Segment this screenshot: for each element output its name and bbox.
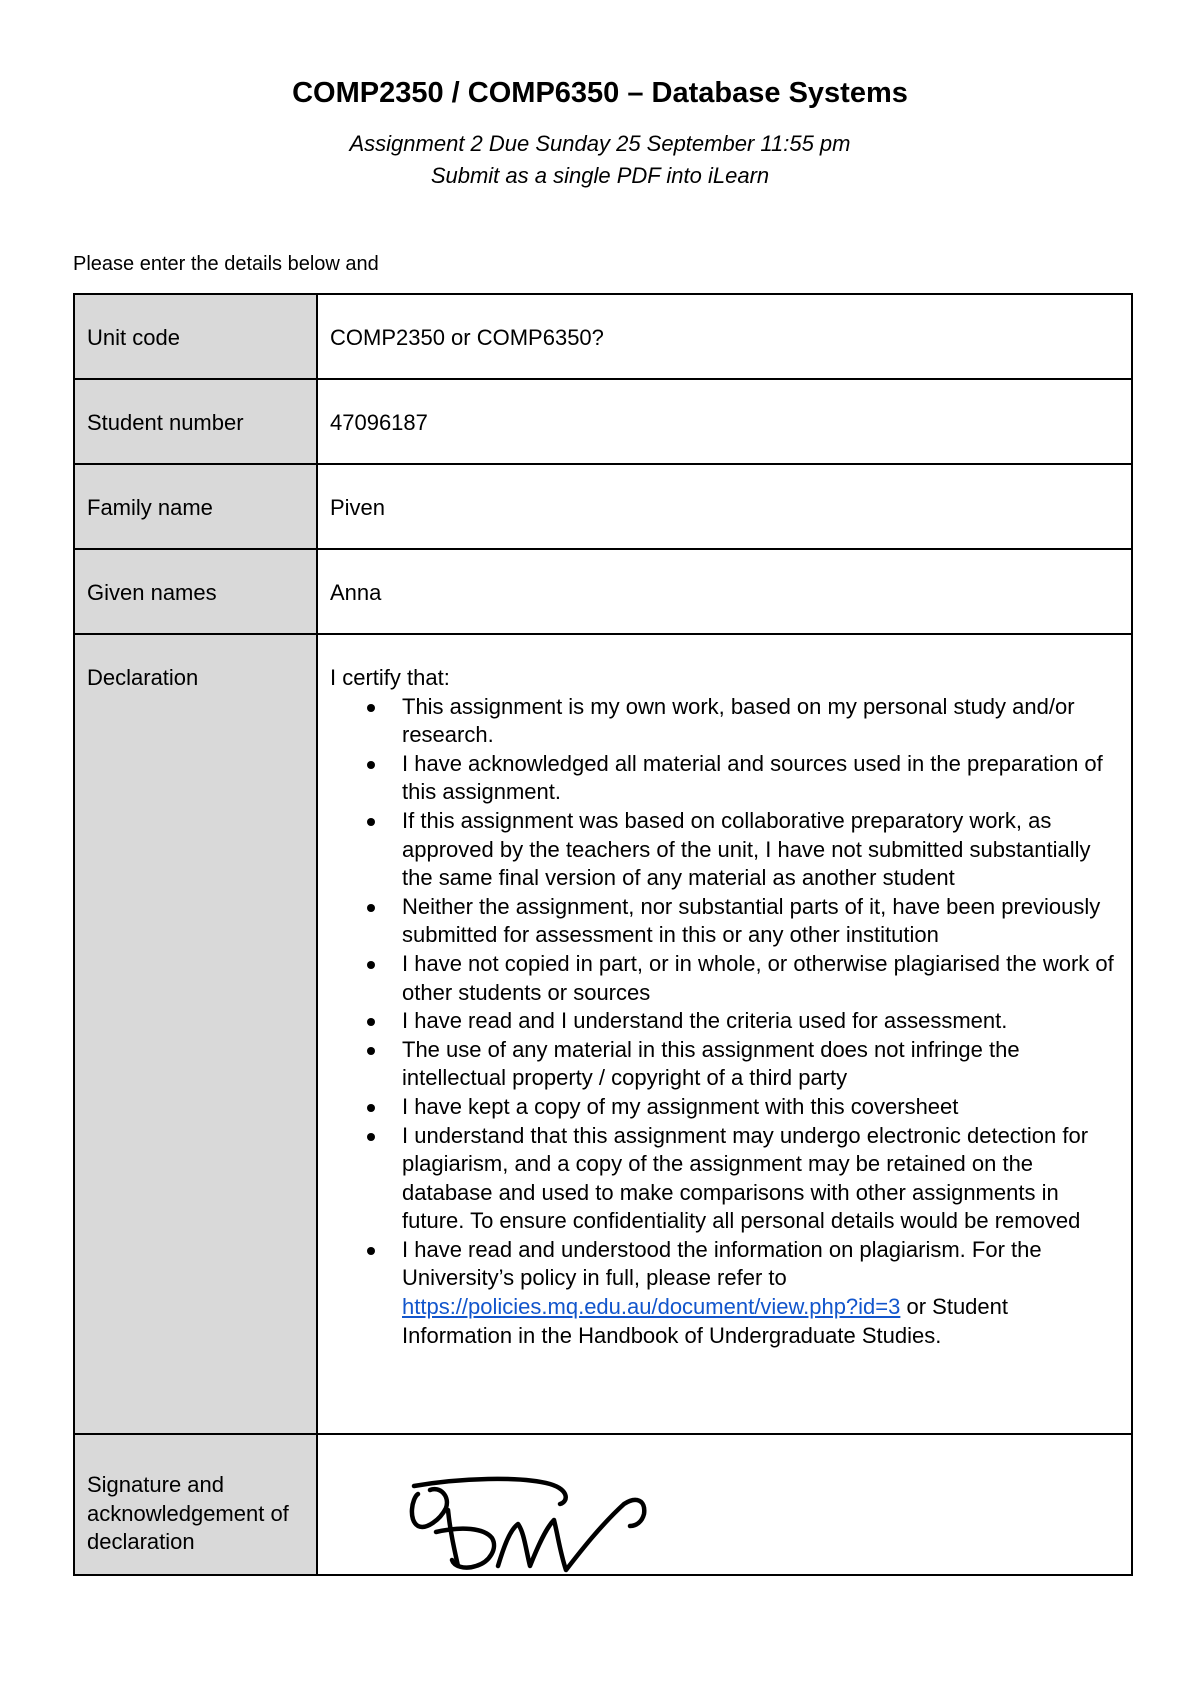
list-item: I have acknowledged all material and sources used in the preparation of this assignment. <box>402 750 1121 807</box>
unit-code-row <box>74 294 1132 379</box>
declaration-row <box>74 634 1132 1434</box>
declaration-list <box>330 693 1121 1351</box>
assignment-due-line: Assignment 2 Due Sunday 25 September 11:55 pm <box>349 131 851 156</box>
family-name-label: Family name <box>74 464 317 549</box>
given-names-value: Anna <box>317 549 1132 634</box>
declaration-content <box>317 634 1132 1434</box>
list-item: I have kept a copy of my assignment with this coversheet <box>402 1093 1121 1122</box>
unit-code-value: COMP2350 or COMP6350? <box>317 294 1132 379</box>
student-number-value: 47096187 <box>317 379 1132 464</box>
submission-instruction: Submit as a single PDF into iLearn <box>430 163 770 188</box>
list-item: If this assignment was based on collaborative preparatory work, as approved by the teachers of the unit, I have not submitted substantially the same final version of any material as another student <box>402 807 1121 893</box>
student-number-row <box>74 379 1132 464</box>
declaration-intro: I certify that: <box>330 665 450 690</box>
handwritten-signature <box>400 1470 680 1580</box>
list-item: I have not copied in part, or in whole, or otherwise plagiarised the work of other students or sources <box>402 950 1121 1007</box>
coversheet-table <box>73 293 1133 1576</box>
declaration-label: Declaration <box>74 634 317 1434</box>
unit-code-label: Unit code <box>74 294 317 379</box>
document-title: COMP2350 / COMP6350 – Database Systems <box>292 77 908 109</box>
student-number-label: Student number <box>74 379 317 464</box>
list-item: I have read and I understand the criteria used for assessment. <box>402 1007 1121 1036</box>
list-item-plagiarism-policy <box>402 1236 1121 1350</box>
policy-text-after: or Student Information in the Handbook of Undergraduate Studies. <box>402 1294 1009 1348</box>
list-item: Neither the assignment, nor substantial parts of it, have been previously submitted for assessment in this or any other institution <box>402 893 1121 950</box>
policy-text-before: I have read and understood the information on plagiarism. For the University’s policy in full, please refer to <box>402 1236 1042 1291</box>
list-item: The use of any material in this assignment does not infringe the intellectual property / copyright of a third party <box>402 1036 1121 1093</box>
signature-label: Signature and acknowledgement of declaration <box>74 1434 317 1575</box>
list-item: I understand that this assignment may undergo electronic detection for plagiarism, and a copy of the assignment may be retained on the database and used to make comparisons with other assignments in future. To ensure confidentiality all personal details would be removed <box>402 1122 1121 1236</box>
family-name-value: Piven <box>317 464 1132 549</box>
policy-link[interactable]: https://policies.mq.edu.au/document/view.php?id=3 <box>402 1294 901 1320</box>
given-names-label: Given names <box>74 549 317 634</box>
intro-text: Please enter the details below and <box>73 253 379 275</box>
list-item: This assignment is my own work, based on my personal study and/or research. <box>402 693 1121 750</box>
given-names-row <box>74 549 1132 634</box>
family-name-row <box>74 464 1132 549</box>
